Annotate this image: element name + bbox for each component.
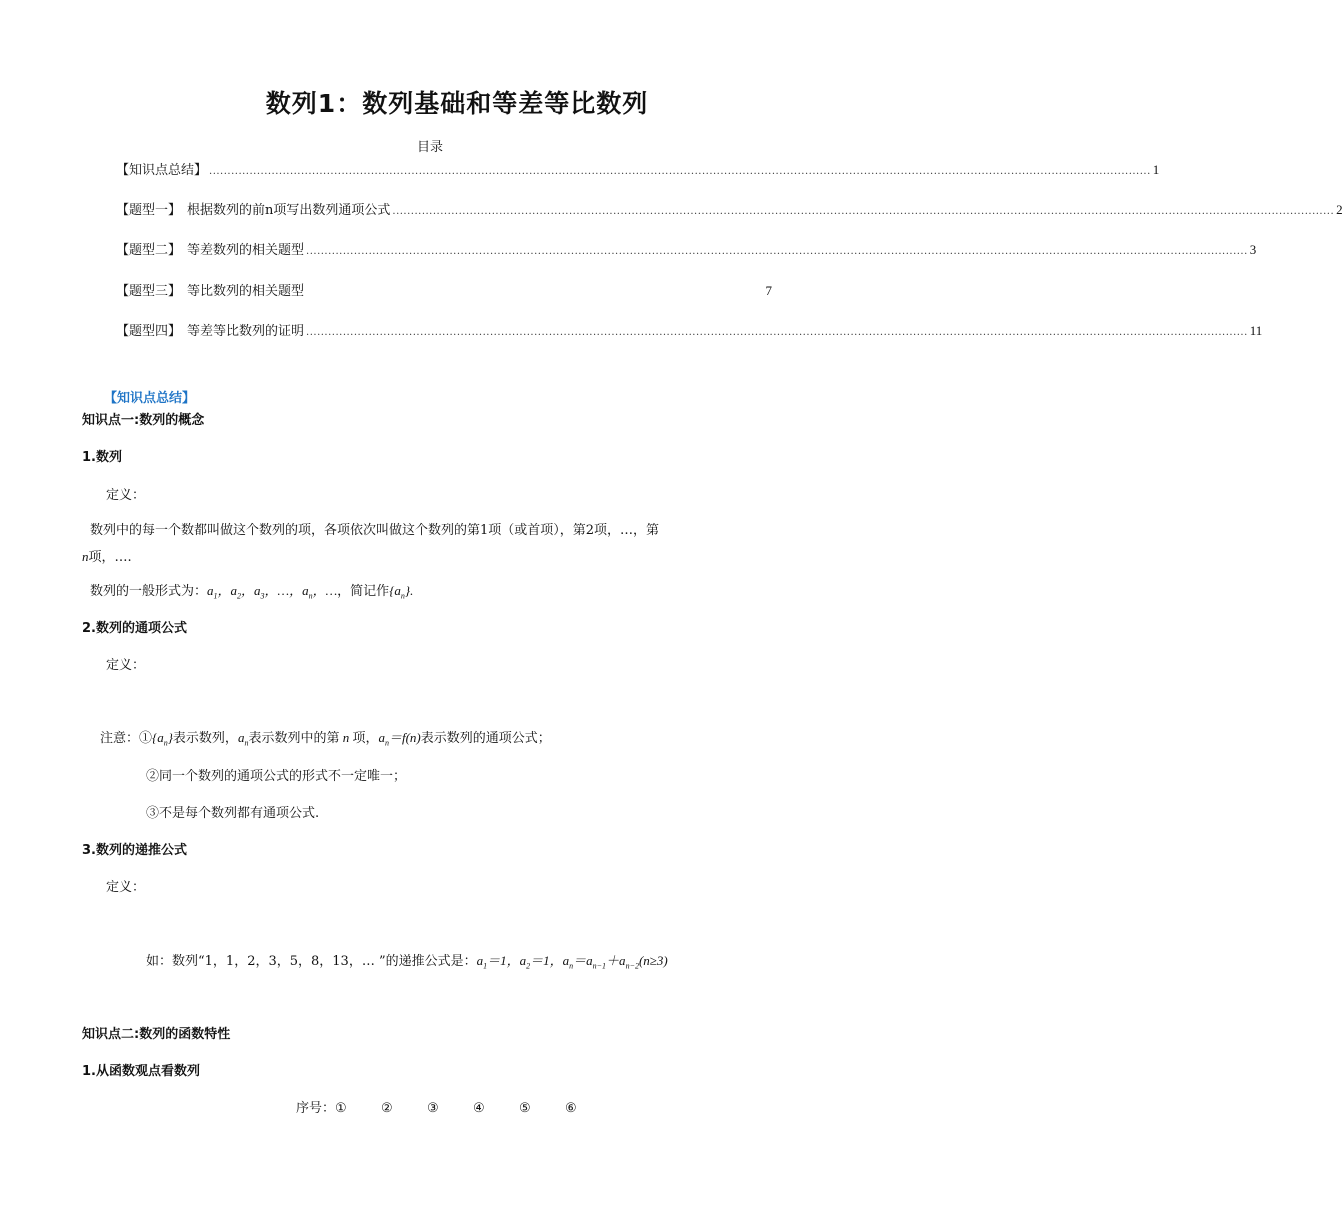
toc-entry[interactable]	[116, 239, 1257, 258]
kp2-s1-heading: 1.从函数观点看数列	[82, 1064, 200, 1079]
toc-entry-title: 等比数列的相关题型	[187, 284, 305, 299]
toc-leader-dots: ................................................................................................................................................................................................................................................................	[306, 246, 1248, 257]
text: 项，….	[88, 550, 132, 565]
seq-item: ⑤	[519, 1101, 531, 1116]
toc-entry-page: 3	[1249, 242, 1257, 257]
toc-leader-dots: ................................................................................................................................................................................................................................................................	[306, 327, 1248, 338]
kp1-s2-heading: 2.数列的通项公式	[82, 621, 187, 636]
toc-entry-page: 2	[1336, 202, 1343, 217]
kp1-s1-para1-cont	[82, 546, 132, 565]
seq-item: ①	[335, 1101, 347, 1116]
toc-heading: 目录	[416, 140, 443, 155]
math: $\{a_n\}$	[152, 730, 173, 748]
var-n: n	[82, 549, 89, 564]
math: $a_1=1$，$a_2=1$，$a_n=a_{n-1}+a_{n-2}(n\ge 3)$	[476, 953, 668, 971]
kp1-s3-def: 定义：	[106, 880, 146, 895]
toc-leader-dots: ................................................................................................................................................................................................................................................................	[392, 206, 1335, 217]
kp1-s2-note1: 注意：$①\{a_n\}$表示数列，$a_n$表示数列中的第 n 项，$a_n=f(n)$表示数列的通项公式；	[100, 730, 551, 748]
kp1-s2-note2: ②同一个数列的通项公式的形式不一定唯一；	[146, 769, 407, 784]
math: $\{a_n\}$.	[389, 583, 414, 601]
toc-entry-page: 11	[1249, 323, 1263, 338]
kp1-s1-para1: 数列中的每一个数都叫做这个数列的项，各项依次叫做这个数列的第1项（或首项），第2项，…，第	[90, 523, 660, 538]
seq-item: ②	[381, 1101, 393, 1116]
seq-item: ⑥	[565, 1101, 577, 1116]
math: n	[339, 730, 353, 745]
general-form-tail: ，简记作	[337, 584, 390, 599]
toc-entry-label: 【题型三】	[116, 284, 182, 299]
math: $a_n=f(n)$	[378, 730, 421, 748]
toc-entry-page: 1	[1152, 162, 1160, 177]
toc-entry-title: 等差数列的相关题型	[187, 243, 305, 258]
toc-entry-label: 【知识点总结】	[116, 163, 208, 178]
toc-entry[interactable]	[116, 199, 1343, 218]
toc-entry-label: 【题型二】	[116, 243, 182, 258]
sequence-index-row	[296, 1097, 611, 1116]
kp1-s3-heading: 3.数列的递推公式	[82, 843, 187, 858]
toc-entry-title: 根据数列的前n项写出数列通项公式	[187, 203, 391, 218]
seq-item: ④	[473, 1101, 485, 1116]
math: $a_1$，$a_2$，$a_3$，…，$a_n$，…	[207, 583, 338, 601]
general-form-prefix: 数列的一般形式为：	[90, 584, 208, 599]
kp1-s1-def: 定义：	[106, 488, 146, 503]
seq-item: ③	[427, 1101, 439, 1116]
kp1-heading: 知识点一:数列的概念	[82, 413, 205, 428]
toc-entry[interactable]	[116, 159, 1160, 178]
toc-leader-dots: ................................................................................................................................................................................................................................................................	[209, 166, 1151, 177]
toc-entry[interactable]	[116, 280, 778, 298]
toc-entry-label: 【题型一】	[116, 203, 182, 218]
kp1-s2-def: 定义：	[106, 658, 146, 673]
kp1-s2-note3: ③不是每个数列都有通项公式.	[146, 806, 320, 821]
section-label: 【知识点总结】	[104, 391, 196, 406]
math: $a_n$	[237, 730, 249, 748]
toc-entry-label: 【题型四】	[116, 324, 182, 339]
seq-label: 序号：	[296, 1101, 336, 1116]
page-title: 数列1：数列基础和等差等比数列	[265, 89, 649, 118]
toc-entry[interactable]	[116, 320, 1263, 339]
kp1-s1-general-form	[90, 580, 413, 601]
toc-entry-page: 7	[765, 283, 772, 298]
kp1-s3-example: 如：数列“1，1，2，3，5，8，13，… ”的递推公式是：$a_1=1$，$a_2=1$，$a_n=a_{n-1}+a_{n-2}(n\ge 3)$	[146, 953, 668, 971]
kp1-s1-heading: 1.数列	[82, 450, 122, 465]
toc-entry-title: 等差等比数列的证明	[187, 324, 305, 339]
kp2-heading: 知识点二:数列的函数特性	[82, 1027, 231, 1042]
